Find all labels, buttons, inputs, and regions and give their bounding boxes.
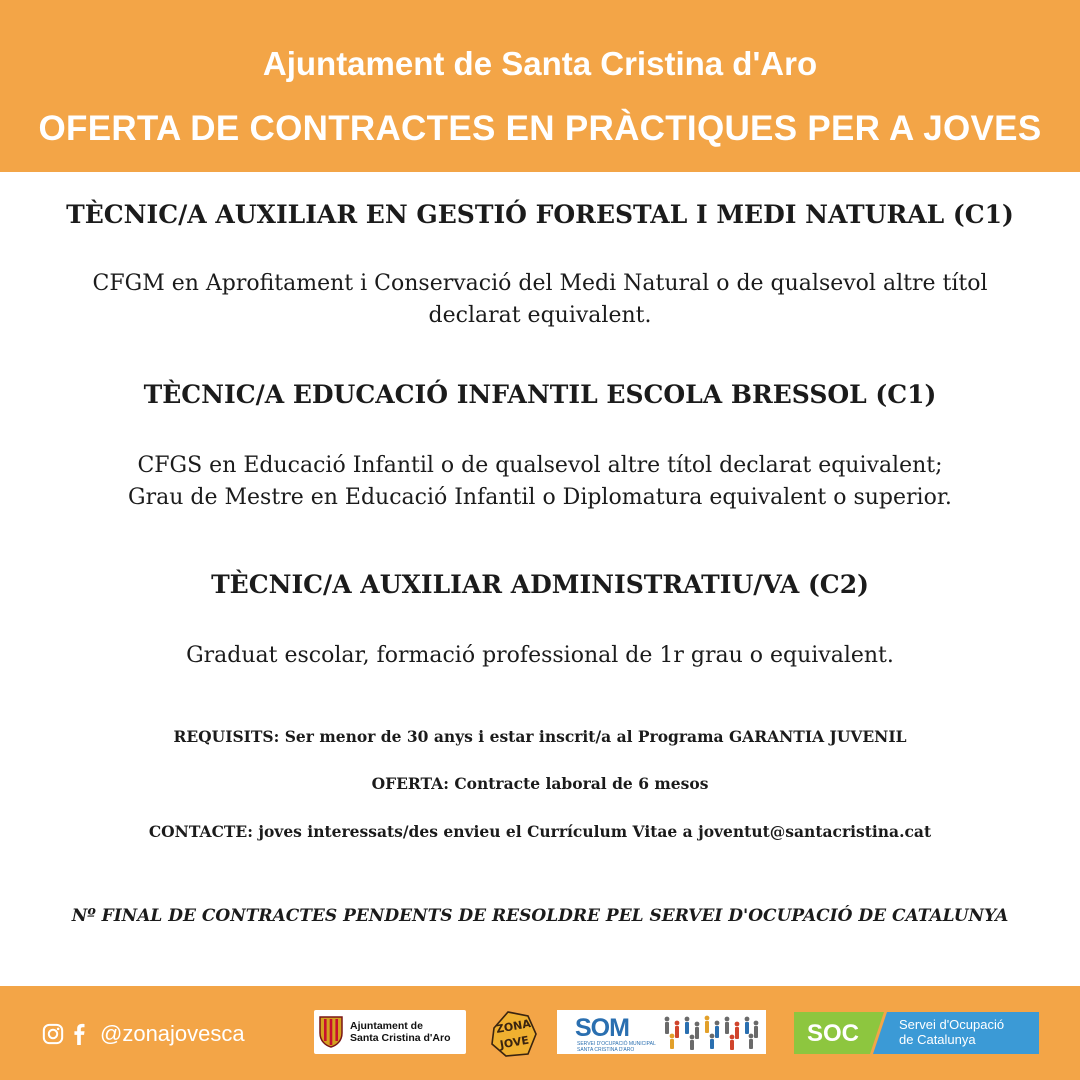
som-logo-subtitle: [577, 1041, 656, 1053]
som-logo-word: SOM: [575, 1014, 629, 1042]
social-handle[interactable]: @zonajovesca: [100, 1021, 245, 1046]
municipal-shield-icon: [318, 1015, 344, 1049]
som-logo-subline: SANTA CRISTINA D'ARO: [577, 1047, 635, 1053]
instagram-icon[interactable]: [42, 1023, 64, 1045]
desc-line: Graduat escolar, formació professional de 1r grau o equivalent.: [186, 643, 894, 668]
som-logo: [557, 1010, 766, 1054]
contacte-text: CONTACTE: joves interessats/des envieu el Currículum Vitae a joventut@santacristina.cat: [148, 822, 932, 841]
soc-logo-subline: Servei d'Ocupació: [899, 1017, 1005, 1032]
position-desc-forestal: [60, 268, 1020, 332]
header-offer-title: OFERTA DE CONTRACTES EN PRÀCTIQUES PER A JOVES: [38, 109, 1042, 148]
final-note: Nº FINAL DE CONTRACTES PENDENTS DE RESOLDRE PEL SERVEI D'OCUPACIÓ DE CATALUNYA: [71, 906, 1009, 926]
ajuntament-logo: [314, 1010, 466, 1054]
position-title-forestal: TÈCNIC/A AUXILIAR EN GESTIÓ FORESTAL I MEDI NATURAL (C1): [66, 200, 1014, 229]
offer-content: [0, 172, 1080, 986]
desc-line: Grau de Mestre en Educació Infantil o Diplomatura equivalent o superior.: [128, 485, 952, 510]
social-links: [42, 1020, 245, 1048]
footer-bar: [0, 986, 1080, 1080]
position-desc-escola-bressol: [60, 450, 1020, 514]
desc-line: CFGS en Educació Infantil o de qualsevol altre títol declarat equivalent;: [137, 453, 943, 478]
requisits-text: REQUISITS: Ser menor de 30 anys i estar inscrit/a al Programa GARANTIA JUVENIL: [173, 727, 907, 746]
soc-logo-subtitle: [899, 1017, 1004, 1047]
oferta-text: OFERTA: Contracte laboral de 6 mesos: [371, 774, 709, 793]
som-logo-subline: SERVEI D'OCUPACIÓ MUNICIPAL: [577, 1041, 656, 1047]
desc-line: CFGM en Aprofitament i Conservació del Medi Natural o de qualsevol altre títol: [92, 271, 988, 296]
position-desc-administratiu: [60, 640, 1020, 672]
soc-logo-word: SOC: [807, 1020, 860, 1047]
position-title-administratiu: TÈCNIC/A AUXILIAR ADMINISTRATIU/VA (C2): [211, 570, 869, 599]
desc-line: declarat equivalent.: [428, 303, 652, 328]
zona-jove-logo: [488, 1008, 540, 1060]
position-title-escola-bressol: TÈCNIC/A EDUCACIÓ INFANTIL ESCOLA BRESSOL (C1): [143, 380, 937, 409]
header-municipality-title: Ajuntament de Santa Cristina d'Aro: [262, 45, 818, 82]
zona-jove-logo-word: ZONA: [495, 1017, 532, 1036]
soc-logo-subline: de Catalunya: [899, 1032, 976, 1047]
facebook-icon[interactable]: [72, 1023, 86, 1045]
zona-jove-logo-word: JOVE: [498, 1033, 530, 1052]
header-banner: [0, 0, 1080, 172]
people-crowd-icon: [661, 1014, 761, 1050]
ajuntament-logo-text: [350, 1020, 451, 1044]
ajuntament-logo-line: Santa Cristina d'Aro: [350, 1032, 451, 1044]
ajuntament-logo-line: Ajuntament de: [350, 1020, 423, 1032]
soc-logo: [794, 1012, 1039, 1054]
